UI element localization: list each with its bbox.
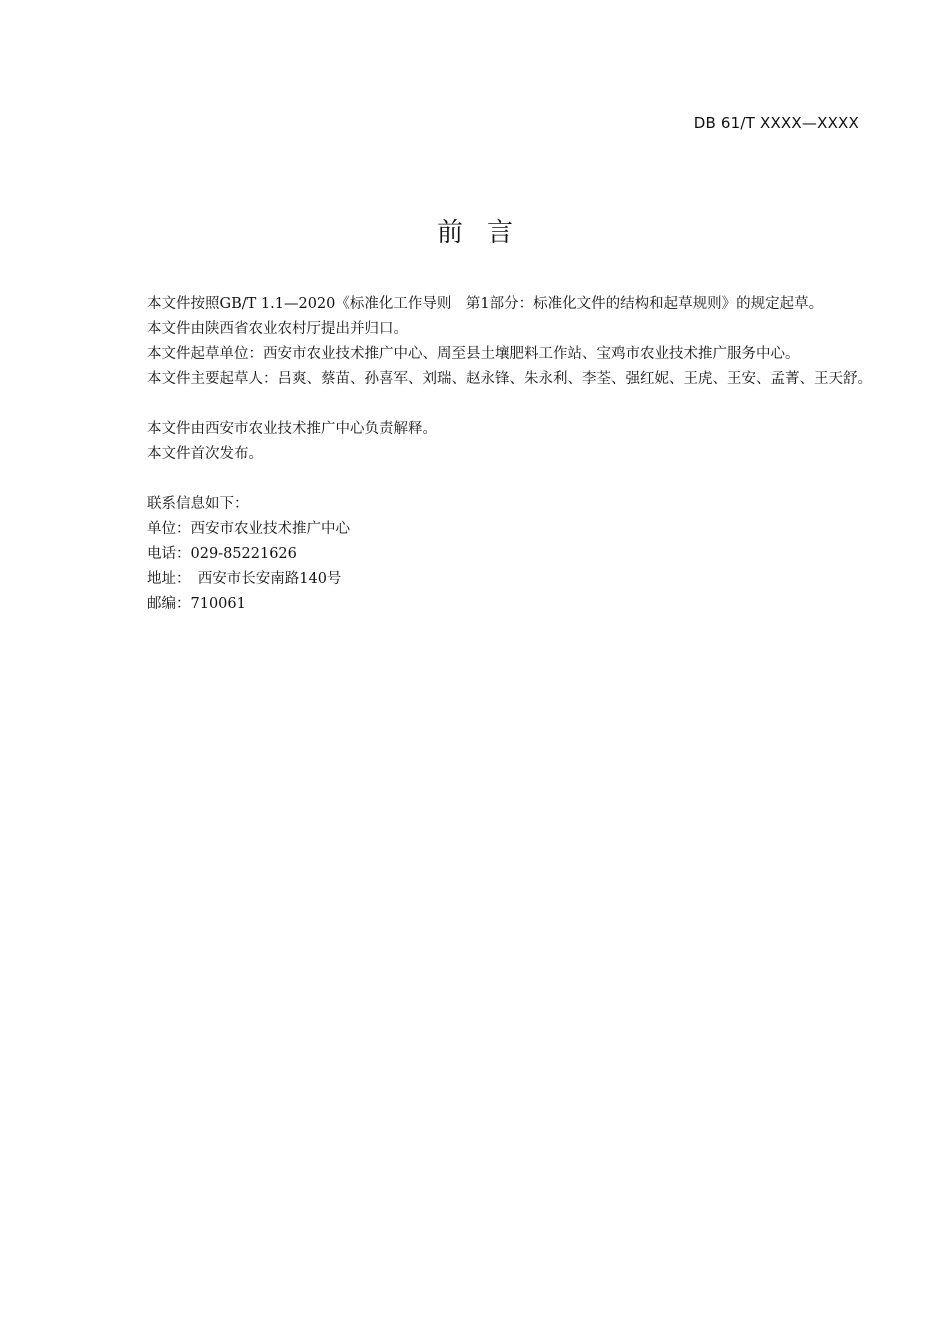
document-body bbox=[114, 292, 874, 617]
contact-info bbox=[114, 492, 874, 617]
spacer bbox=[114, 467, 874, 492]
contact-address: 地址： 西安市长安南路140号 bbox=[147, 571, 342, 587]
contact-postcode: 邮编：710061 bbox=[147, 596, 246, 612]
paragraph-interpretation: 本文件由西安市农业技术推广中心负责解释。 bbox=[147, 421, 437, 437]
paragraph-drafting-basis: 本文件按照GB/T 1.1—2020《标准化工作导则 第1部分：标准化文件的结构和起草规则》的规定起草。 bbox=[147, 296, 824, 312]
document-code: DB 61/T XXXX—XXXX bbox=[693, 114, 859, 132]
paragraph-drafting-units: 本文件起草单位：西安市农业技术推广中心、周至县土壤肥料工作站、宝鸡市农业技术推广服务中心。 bbox=[147, 346, 800, 362]
paragraph-first-release: 本文件首次发布。 bbox=[147, 446, 263, 462]
contact-heading: 联系信息如下： bbox=[147, 496, 249, 512]
paragraph-drafters: 本文件主要起草人：吕爽、蔡苗、孙喜军、刘瑞、赵永锋、朱永利、李荃、强红妮、王虎、王安、孟菁、王天舒。 bbox=[147, 371, 872, 387]
spacer bbox=[114, 392, 874, 417]
paragraph-proposer: 本文件由陕西省农业农村厅提出并归口。 bbox=[147, 321, 408, 337]
contact-phone: 电话：029-85221626 bbox=[147, 546, 297, 562]
page-title: 前言 bbox=[436, 218, 537, 248]
contact-unit: 单位：西安市农业技术推广中心 bbox=[147, 521, 350, 537]
